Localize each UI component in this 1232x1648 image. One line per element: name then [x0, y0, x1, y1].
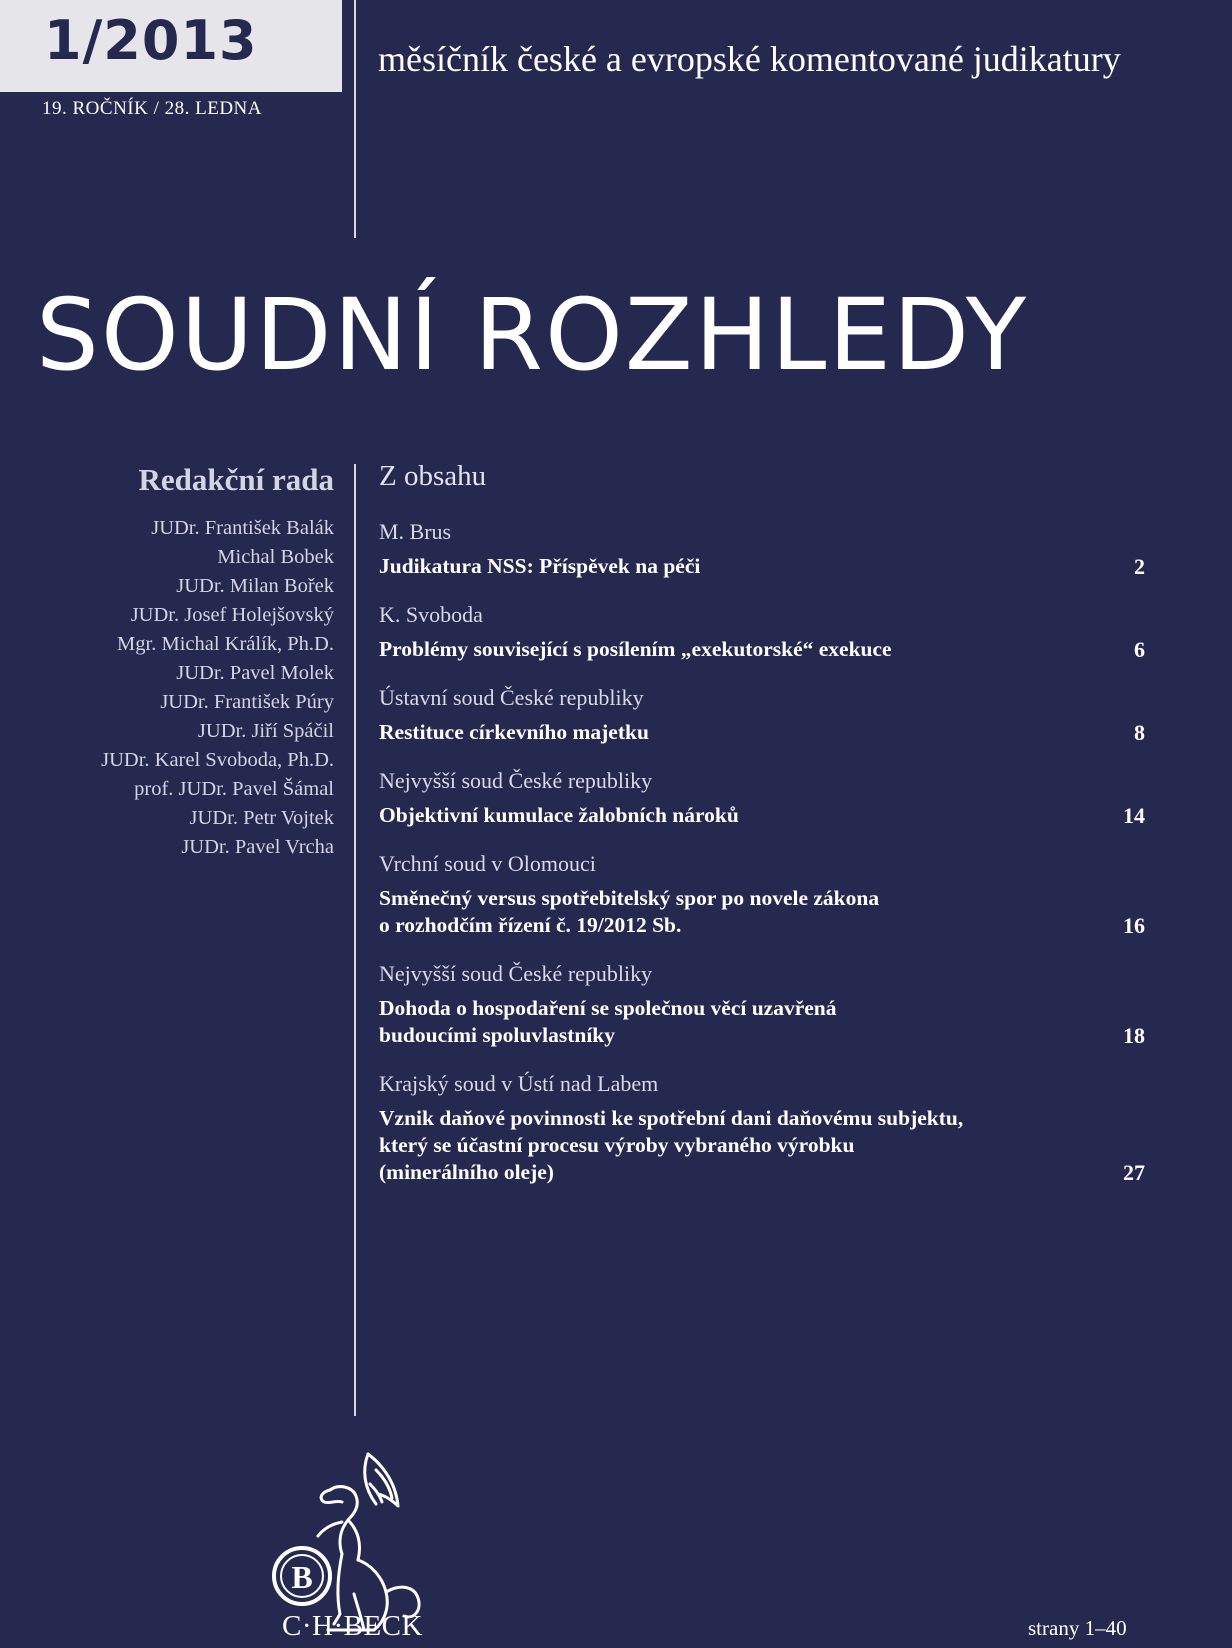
board-member: JUDr. František Púry — [160, 691, 334, 713]
editorial-board-heading: Redakční rada — [138, 462, 334, 497]
board-member: JUDr. Milan Bořek — [176, 575, 334, 597]
toc-entry — [379, 685, 1145, 746]
toc-entry-title: Dohoda o hospodaření se společnou věcí uzavřená budoucími spoluvlastníky — [379, 996, 837, 1047]
toc-heading: Z obsahu — [379, 460, 487, 492]
toc-entry — [379, 602, 1145, 663]
publisher-emblem-letter: B — [291, 1559, 313, 1595]
issue-box — [0, 0, 342, 92]
toc-entry-title: Judikatura NSS: Příspěvek na péči — [379, 554, 701, 578]
toc-entry-page: 6 — [1134, 637, 1145, 662]
toc-entry — [379, 1071, 1145, 1186]
toc-entry-title: Směnečný versus spotřebitelský spor po novele zákona o rozhodčím řízení č. 19/2012 Sb. — [379, 886, 880, 937]
table-of-contents — [379, 460, 1145, 1208]
board-member: JUDr. Josef Holejšovský — [130, 604, 334, 626]
toc-entry-page: 14 — [1123, 803, 1145, 828]
board-member: prof. JUDr. Pavel Šámal — [134, 778, 334, 800]
issue-number: 1/2013 — [44, 9, 258, 72]
toc-entry-page: 27 — [1123, 1160, 1145, 1185]
toc-entry-page: 18 — [1123, 1023, 1145, 1048]
toc-entry-page: 16 — [1123, 913, 1145, 938]
pages-range: strany 1–40 — [1028, 1616, 1127, 1640]
toc-entry-page: 2 — [1134, 554, 1145, 579]
toc-entry-author: Krajský soud v Ústí nad Labem — [379, 1071, 659, 1096]
toc-entry-title: Restituce církevního majetku — [379, 720, 649, 744]
toc-entry-author: Nejvyšší soud České republiky — [379, 961, 653, 986]
board-member: Mgr. Michal Králík, Ph.D. — [117, 633, 334, 655]
toc-entry-author: Vrchní soud v Olomouci — [379, 851, 596, 876]
journal-title: SOUDNÍ ROZHLEDY — [36, 278, 1029, 393]
divider-bottom — [354, 464, 356, 1416]
publisher-emblem — [274, 1548, 330, 1604]
toc-entry — [379, 768, 1145, 829]
board-member: Michal Bobek — [217, 546, 334, 568]
toc-entry-title: Objektivní kumulace žalobních nároků — [379, 803, 739, 827]
toc-entry — [379, 519, 1145, 580]
board-member: JUDr. Jiří Spáčil — [197, 720, 334, 742]
board-member: JUDr. Petr Vojtek — [189, 807, 334, 829]
toc-entry — [379, 961, 1145, 1049]
board-member: JUDr. Karel Svoboda, Ph.D. — [101, 749, 334, 771]
board-member: JUDr. Pavel Vrcha — [181, 836, 334, 858]
journal-tagline: měsíčník české a evropské komentované judikatury — [378, 39, 1121, 79]
board-member: JUDr. Pavel Molek — [176, 662, 334, 684]
toc-entry-title: Vznik daňové povinnosti ke spotřební dani daňovému subjektu, který se účastní procesu výroby vybraného výrobku (minerálního oleje) — [379, 1106, 964, 1184]
toc-entry — [379, 851, 1145, 939]
editorial-board-list — [20, 514, 334, 862]
issue-volume-date: 19. ROČNÍK / 28. LEDNA — [42, 98, 262, 119]
editorial-board — [20, 462, 334, 862]
board-member: JUDr. František Balák — [151, 517, 334, 539]
toc-entry-page: 8 — [1134, 720, 1145, 745]
toc-entry-author: Ústavní soud České republiky — [379, 685, 644, 710]
toc-entry-author: K. Svoboda — [379, 602, 483, 627]
toc-entry-author: Nejvyšší soud České republiky — [379, 768, 653, 793]
divider-top — [354, 0, 356, 238]
toc-entry-title: Problémy související s posílením „exekutorské“ exekuce — [379, 637, 892, 661]
toc-entry-author: M. Brus — [379, 519, 452, 544]
publisher-name: C·H·BECK — [282, 1610, 423, 1642]
